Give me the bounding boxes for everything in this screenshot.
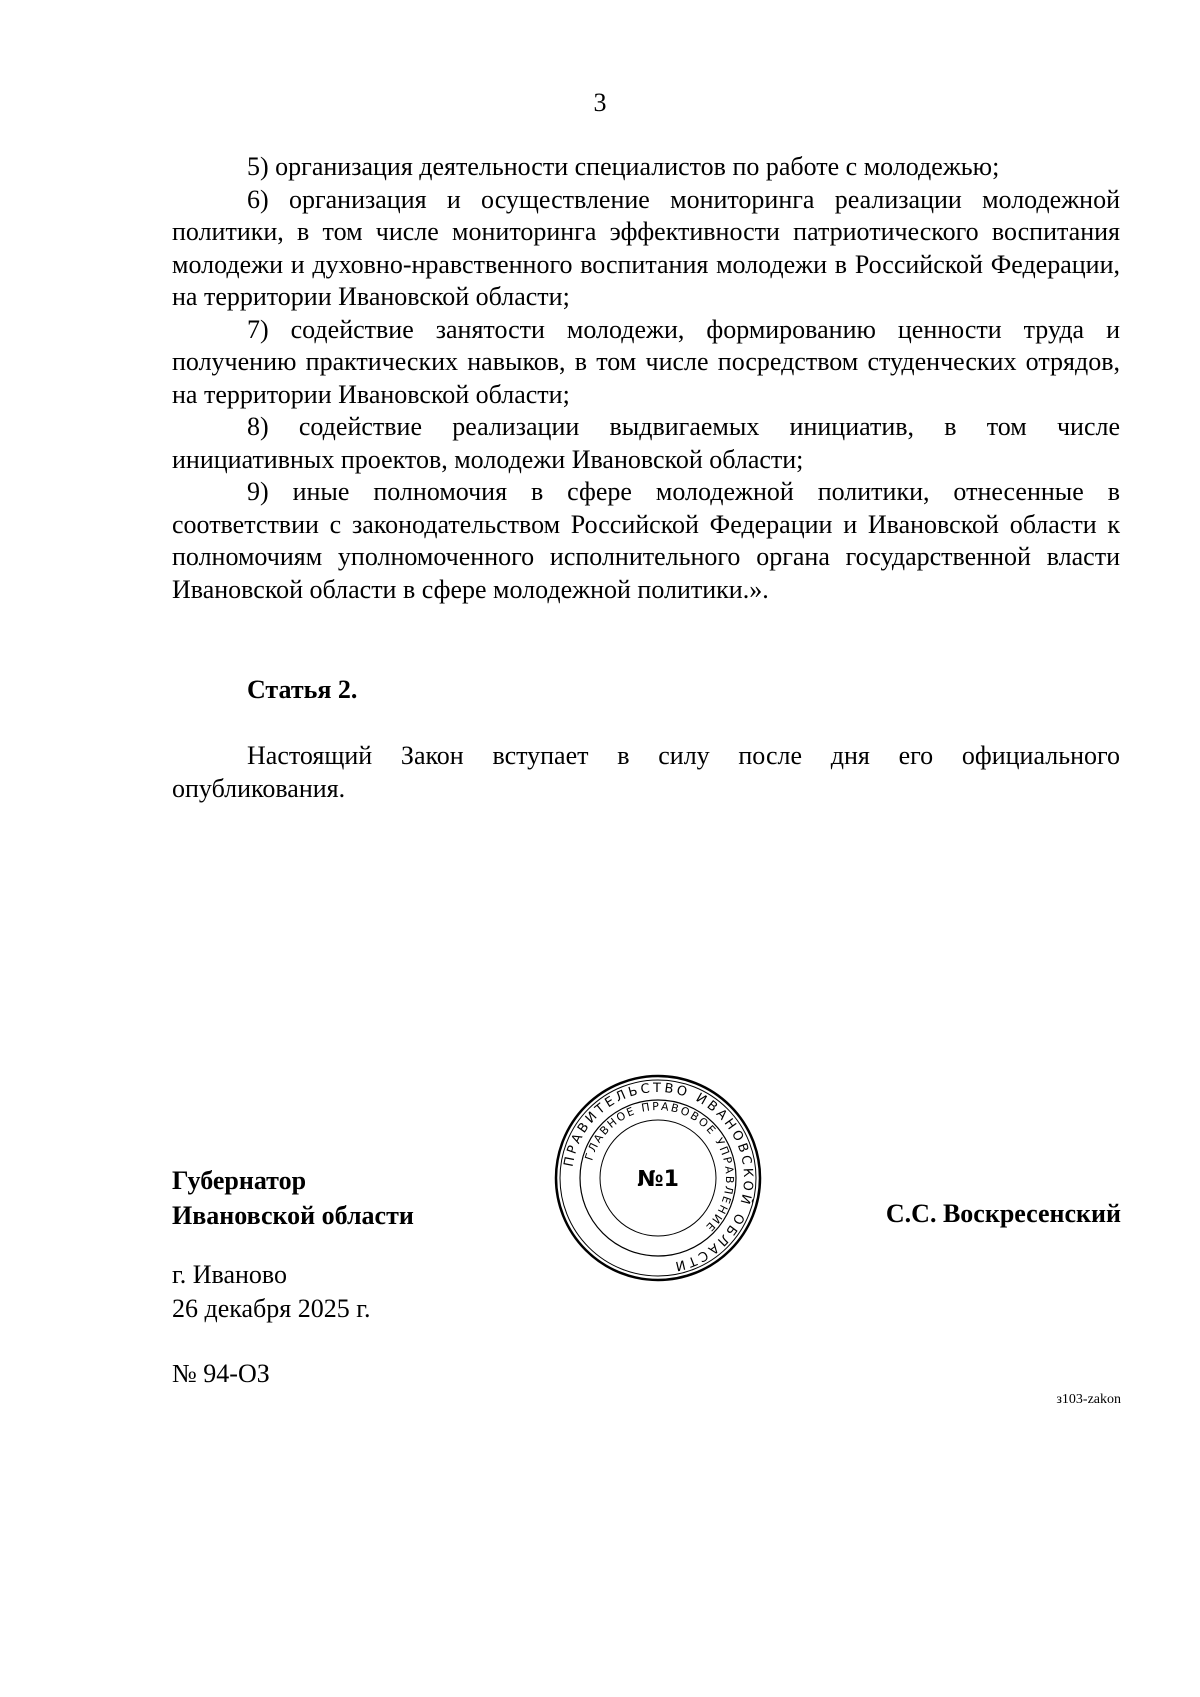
official-seal: [553, 1073, 763, 1283]
list-item-8: 8) содействие реализации выдвигаемых инициатив, в том числе инициативных проектов, молодежи Ивановской области;: [172, 412, 1120, 474]
seal-inner-text: ГЛАВНОЕ ПРАВОВОЕ УПРАВЛЕНИЕ: [582, 1099, 737, 1235]
list-item-5: 5) организация деятельности специалистов по работе с молодежью;: [247, 152, 1000, 181]
list-item-7: 7) содействие занятости молодежи, формированию ценности труда и получению практических навыков, в том числе посредством студенческих отрядов, на территории Ивановской области;: [172, 314, 1120, 409]
signature-title-line2: Ивановской области: [172, 1201, 414, 1230]
article-text: Настоящий Закон вступает в силу после дня его официального опубликования.: [172, 741, 1120, 803]
document-code: з103-zakon: [1056, 1392, 1121, 1407]
date: 26 декабря 2025 г.: [172, 1294, 371, 1323]
law-number: № 94-ОЗ: [172, 1359, 270, 1388]
list-item-6: 6) организация и осуществление мониторинга реализации молодежной политики, в том числе мониторинга эффективности патриотического воспитания молодежи и духовно-нравственного воспитания молодежи в Российской Федерации, на территории Ивановской области;: [172, 184, 1120, 311]
list-item-9: 9) иные полномочия в сфере молодежной политики, отнесенные в соответствии с законодательством Российской Федерации и Ивановской области к полномочиям уполномоченного исполнительного органа государственной власти Ивановской области в сфере молодежной политики.».: [172, 477, 1120, 604]
signature-title: [172, 1163, 414, 1233]
seal-center-text: №1: [637, 1167, 679, 1192]
place: г. Иваново: [172, 1260, 287, 1289]
place-date: [172, 1258, 370, 1326]
article-heading: Статья 2.: [247, 675, 358, 704]
document-body: [172, 151, 1120, 606]
signature-title-line1: Губернатор: [172, 1166, 307, 1195]
signature-name: С.С. Воскресенский: [885, 1199, 1121, 1228]
seal-outer-text: ПРАВИТЕЛЬСТВО ИВАНОВСКОЙ ОБЛАСТИ: [561, 1080, 756, 1274]
page-number: 3: [593, 88, 607, 117]
